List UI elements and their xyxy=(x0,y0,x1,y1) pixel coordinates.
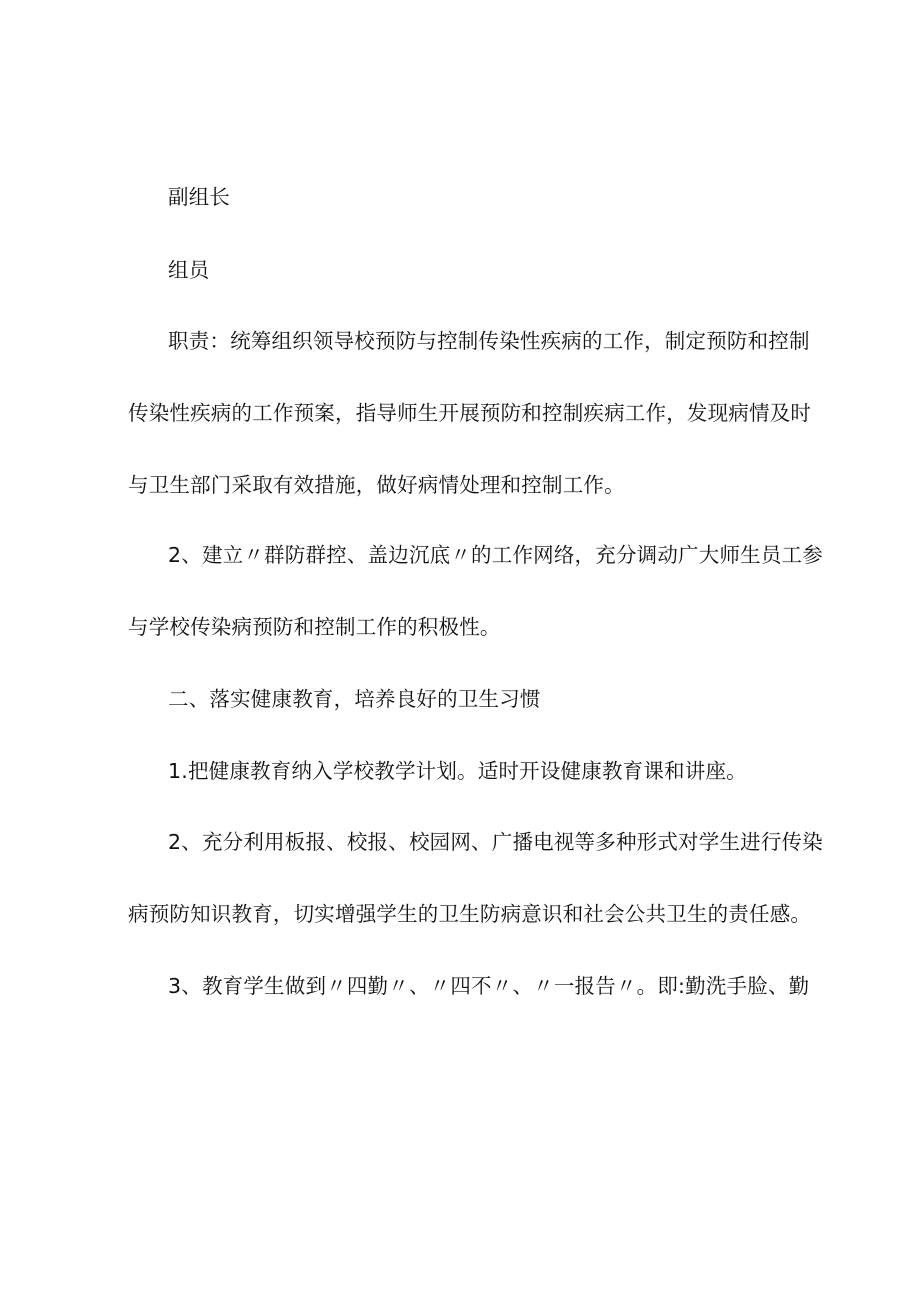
paragraph-item-3-line-1: 3、教育学生做到〃四勤〃、〃四不〃、〃一报告〃。即:勤洗手脸、勤 xyxy=(168,974,810,998)
paragraph-network-line-1: 2、建立〃群防群控、盖边沉底〃的工作网络，充分调动广大师生员工参 xyxy=(168,543,823,567)
paragraph-item-1: 1.把健康教育纳入学校教学计划。适时开设健康教育课和讲座。 xyxy=(168,759,747,783)
paragraph-duties-line-1: 职责：统筹组织领导校预防与控制传染性疾病的工作，制定预防和控制 xyxy=(168,329,810,353)
role-members: 组员 xyxy=(168,258,210,282)
paragraph-item-2-line-2: 病预防知识教育，切实增强学生的卫生防病意识和社会公共卫生的责任感。 xyxy=(128,902,812,926)
paragraph-duties-line-3: 与卫生部门采取有效措施，做好病情处理和控制工作。 xyxy=(128,473,625,497)
role-vice-leader: 副组长 xyxy=(168,185,231,209)
section-heading-health-education: 二、落实健康教育，培养良好的卫生习惯 xyxy=(168,687,541,711)
paragraph-item-2-line-1: 2、充分利用板报、校报、校园网、广播电视等多种形式对学生进行传染 xyxy=(168,830,823,854)
paragraph-network-line-2: 与学校传染病预防和控制工作的积极性。 xyxy=(128,615,501,639)
paragraph-duties-line-2: 传染性疾病的工作预案，指导师生开展预防和控制疾病工作，发现病情及时 xyxy=(128,401,812,425)
